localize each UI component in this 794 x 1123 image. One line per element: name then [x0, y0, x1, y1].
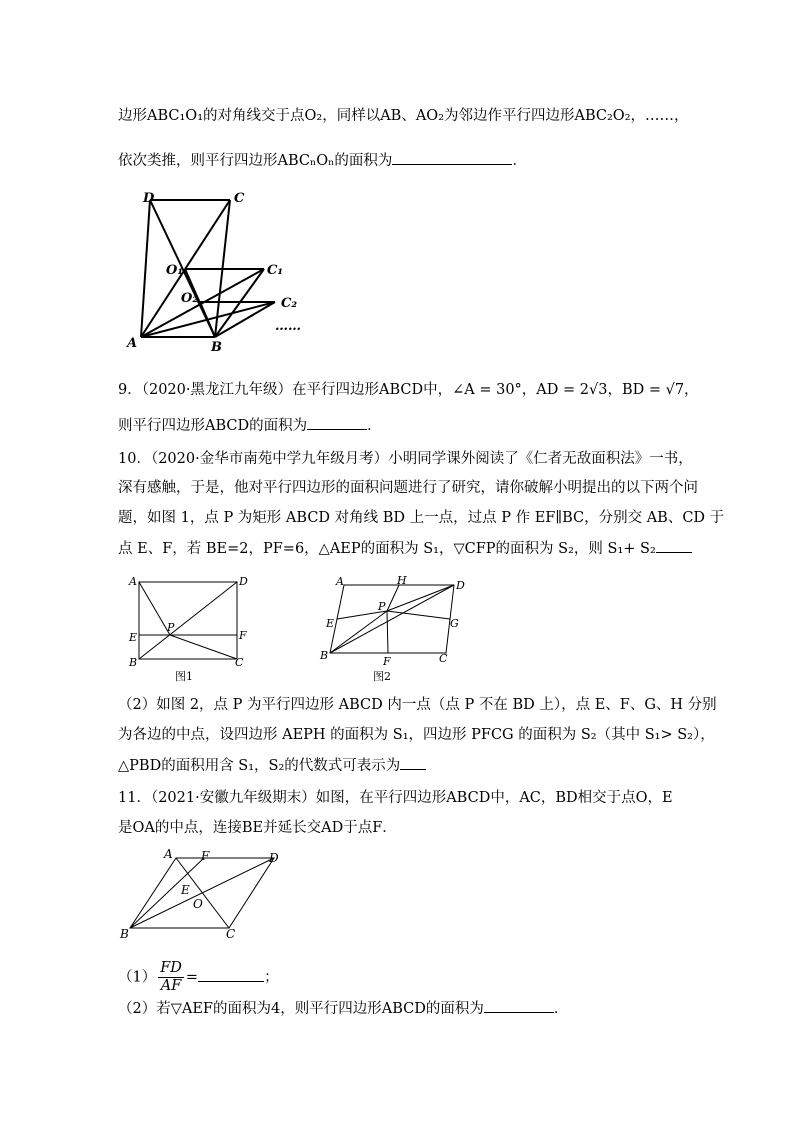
problem10-line4: [118, 538, 692, 559]
label-C: C: [226, 927, 236, 941]
problem10-line2: [118, 478, 698, 498]
problem11-part1: [118, 960, 279, 995]
problem10-text-g: △PBD的面积用含 S₁，S₂的代数式可表示为: [118, 758, 401, 774]
figure-parallelogram-fig2: [318, 575, 468, 685]
problem11-text-b: 是OA的中点，连接BE并延长交AD于点F．: [118, 820, 397, 836]
problem8-text-line2: [118, 150, 527, 171]
label-C: C: [234, 191, 245, 206]
problem10-text-a: 10．（2020·金华市南苑中学九年级月考）小明同学课外阅读了《仁者无敌面积法》一书，: [118, 451, 693, 467]
period: ．: [512, 153, 527, 169]
label-G: G: [450, 617, 459, 630]
problem9-text-b: 则平行四边形ABCD的面积为: [118, 418, 308, 434]
label-A: A: [127, 336, 138, 351]
problem9-line1: [118, 380, 699, 400]
answer-blank: [392, 150, 512, 165]
problem10-text-c: 题，如图 1，点 P 为矩形 ABCD 对角线 BD 上一点，过点 P 作 EF∥BC，分别交 AB、CD 于: [118, 510, 725, 526]
figure-parallelogram-abcd: [118, 848, 293, 943]
problem9-line2: [118, 415, 382, 436]
answer-blank: [656, 538, 692, 553]
label-F: F: [239, 629, 247, 642]
figure-rectangle-fig1: [125, 575, 255, 685]
figure-nested-parallelograms: [125, 190, 315, 355]
fraction-denominator: AF: [160, 978, 182, 994]
answer-blank: [307, 415, 367, 430]
problem11-line1: [118, 788, 673, 808]
label-E: E: [129, 631, 138, 644]
label-C2: C₂: [281, 296, 298, 311]
figure-caption: 图2: [373, 670, 391, 683]
equals-sign: =: [185, 969, 199, 986]
problem8-text-line1: [118, 106, 689, 126]
label-A: A: [129, 575, 137, 588]
problem10-line3: [118, 508, 724, 528]
problem11-text-d: （2）若▽AEF的面积为4，则平行四边形ABCD的面积为: [118, 1001, 484, 1017]
label-C1: C₁: [267, 263, 284, 278]
label-B: B: [129, 656, 138, 669]
answer-blank: [484, 998, 554, 1013]
label-A: A: [336, 575, 344, 588]
label-D: D: [269, 851, 279, 865]
problem11-text-a: 11．（2021·安徽九年级期末）如图，在平行四边形ABCD中，AC，BD相交于点O，E: [118, 790, 673, 806]
answer-blank: [198, 967, 264, 982]
label-B: B: [120, 927, 129, 941]
problem9-text-a: 9．（2020·黑龙江九年级）在平行四边形ABCD中，∠A = 30°，AD = 2√3，BD = √7，: [118, 382, 699, 398]
problem8-text-b: 依次类推，则平行四边形ABCₙOₙ的面积为: [118, 153, 393, 169]
label-H: H: [397, 574, 407, 587]
label-D: D: [456, 579, 465, 592]
fraction-fd-af: [158, 960, 184, 995]
label-C: C: [439, 652, 448, 665]
answer-blank: [400, 755, 426, 770]
label-E: E: [326, 617, 335, 630]
problem10-text-e: （2）如图 2，点 P 为平行四边形 ABCD 内一点（点 P 不在 BD 上），点 E、F、G、H 分别: [118, 697, 717, 713]
label-D: D: [143, 191, 155, 206]
label-F: F: [201, 849, 210, 863]
problem10-line6: [118, 725, 715, 745]
problem10-line7: [118, 755, 426, 776]
label-O1: O₁: [166, 263, 184, 278]
label-B: B: [320, 649, 329, 662]
part1-label: （1）: [118, 969, 157, 986]
problem10-text-b: 深有感触，于是，他对平行四边形的面积问题进行了研究，请你破解小明提出的以下两个问: [118, 480, 698, 496]
figure-caption: 图1: [175, 670, 193, 683]
label-E: E: [181, 883, 190, 897]
label-C: C: [235, 656, 244, 669]
fraction-numerator: FD: [160, 960, 182, 976]
label-F: F: [383, 655, 391, 668]
period: ．: [367, 418, 382, 434]
label-O2: O₂: [181, 291, 199, 306]
problem11-line2: [118, 818, 397, 838]
problem10-line1: [118, 449, 693, 469]
label-P: P: [167, 621, 175, 634]
label-B: B: [211, 340, 222, 355]
label-dots: ……: [275, 319, 301, 334]
problem10-text-f: 为各边的中点，设四边形 AEPH 的面积为 S₁，四边形 PFCG 的面积为 S₂（其中 S₁> S₂），: [118, 727, 715, 743]
problem10-line5: [118, 695, 717, 715]
problem10-text-d: 点 E、F，若 BE=2，PF=6，△AEP的面积为 S₁，▽CFP的面积为 S₂，则 S₁+ S₂: [118, 541, 656, 557]
label-D: D: [239, 575, 248, 588]
label-P: P: [378, 600, 386, 613]
semicolon: ；: [264, 969, 279, 986]
period: ．: [553, 1001, 569, 1017]
label-A: A: [164, 847, 173, 861]
problem8-text-a: 边形ABC₁O₁的对角线交于点O₂，同样以AB、AO₂为邻边作平行四边形ABC₂O₂，……，: [118, 108, 689, 124]
label-O: O: [193, 897, 203, 911]
problem11-part2: [118, 998, 568, 1019]
